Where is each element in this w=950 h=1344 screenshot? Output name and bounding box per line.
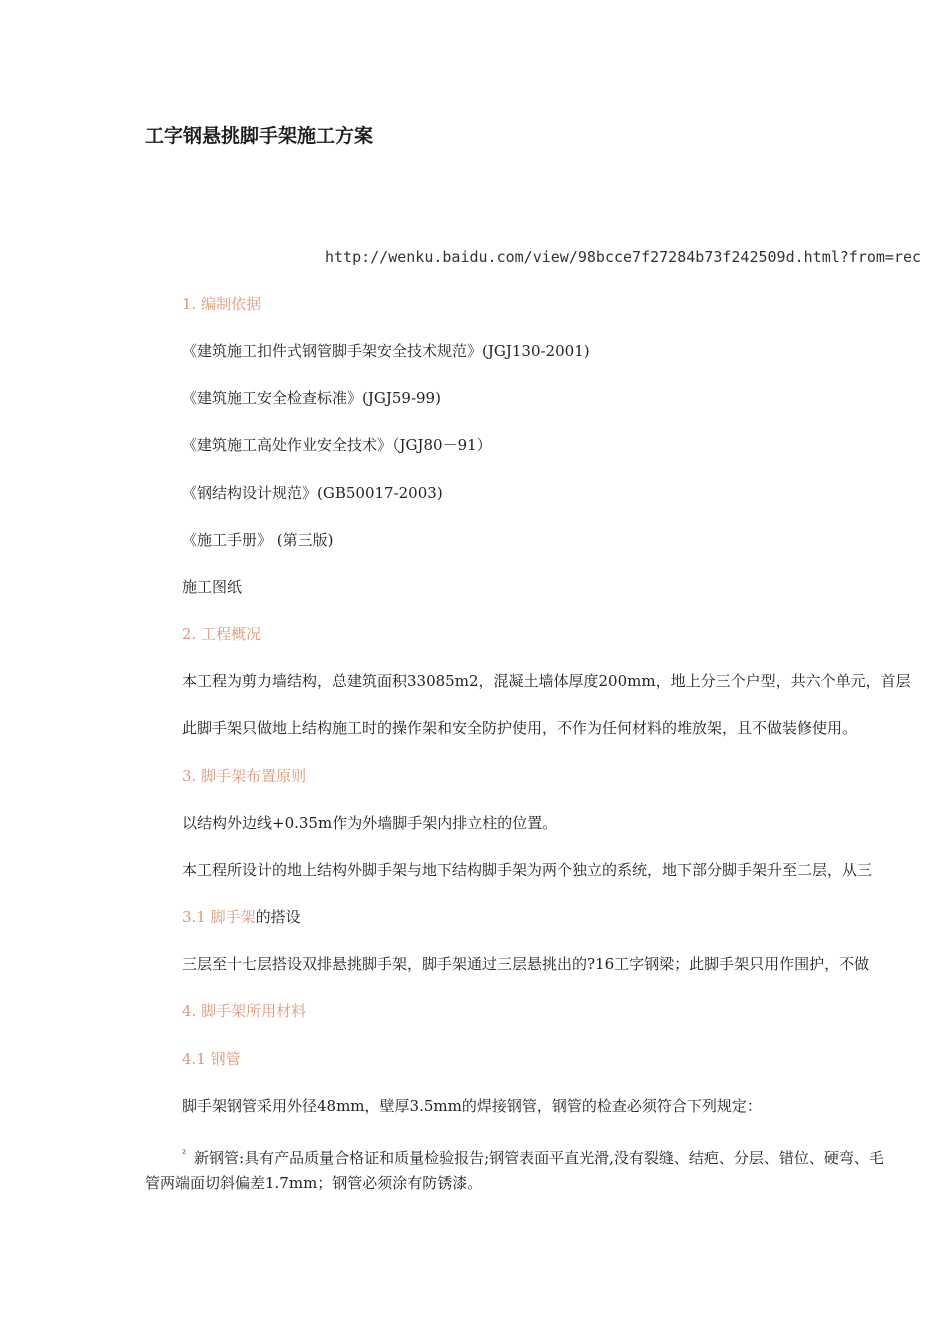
- bullet-marker: ²: [182, 1149, 187, 1160]
- bullet-line-1: [145, 1142, 950, 1171]
- paragraph: 本工程为剪力墙结构，总建筑面积33085m2，混凝土墙体厚度200mm，地上分三个户型，共六个单元，首层: [182, 672, 911, 690]
- bullet-paragraph: [145, 1142, 950, 1196]
- section-heading-1: 1. 编制依据: [182, 295, 262, 313]
- reference-item: 《钢结构设计规范》(GB50017-2003): [182, 484, 443, 502]
- scaffold-link[interactable]: 脚手架: [210, 908, 256, 926]
- section-heading-rest: 的搭设: [255, 908, 301, 926]
- reference-item: 施工图纸: [182, 578, 243, 596]
- section-heading-4-1: 4.1 钢管: [182, 1050, 241, 1068]
- reference-item: 《建筑施工扣件式钢管脚手架安全技术规范》(JGJ130-2001): [182, 342, 590, 360]
- paragraph: 本工程所设计的地上结构外脚手架与地下结构脚手架为两个独立的系统，地下部分脚手架升至二层，从三: [182, 861, 873, 879]
- section-heading-3: 3. 脚手架布置原则: [182, 767, 307, 785]
- bullet-line-2: 管两端面切斜偏差1.7mm；钢管必须涂有防锈漆。: [145, 1174, 483, 1192]
- reference-item: 《建筑施工安全检查标准》(JGJ59-99): [182, 389, 441, 407]
- paragraph: 以结构外边线+0.35m作为外墙脚手架内排立柱的位置。: [182, 814, 558, 832]
- reference-item: 《建筑施工高处作业安全技术》（JGJ80－91）: [182, 436, 492, 454]
- paragraph: 三层至十七层搭设双排悬挑脚手架，脚手架通过三层悬挑出的?16工字钢梁；此脚手架只用作围护，不做: [182, 955, 870, 973]
- bullet-text: 新钢管:具有产品质量合格证和质量检验报告;钢管表面平直光滑,没有裂缝、结疤、分层、错位、硬弯、毛: [194, 1149, 884, 1167]
- page-title: 工字钢悬挑脚手架施工方案: [145, 125, 374, 147]
- section-heading-4: 4. 脚手架所用材料: [182, 1002, 307, 1020]
- paragraph: 脚手架钢管采用外径48mm，壁厚3.5mm的焊接钢管，钢管的检查必须符合下列规定：: [182, 1097, 762, 1115]
- section-heading-3-1: [182, 907, 301, 927]
- section-heading-2: 2. 工程概况: [182, 625, 262, 643]
- reference-item: 《施工手册》 (第三版): [182, 531, 334, 549]
- source-url: http://wenku.baidu.com/view/98bcce7f27284b73f242509d.html?from=rec: [325, 248, 922, 266]
- section-number: 3.1: [182, 908, 211, 926]
- paragraph: 此脚手架只做地上结构施工时的操作架和安全防护使用，不作为任何材料的堆放架，且不做装修使用。: [182, 719, 858, 737]
